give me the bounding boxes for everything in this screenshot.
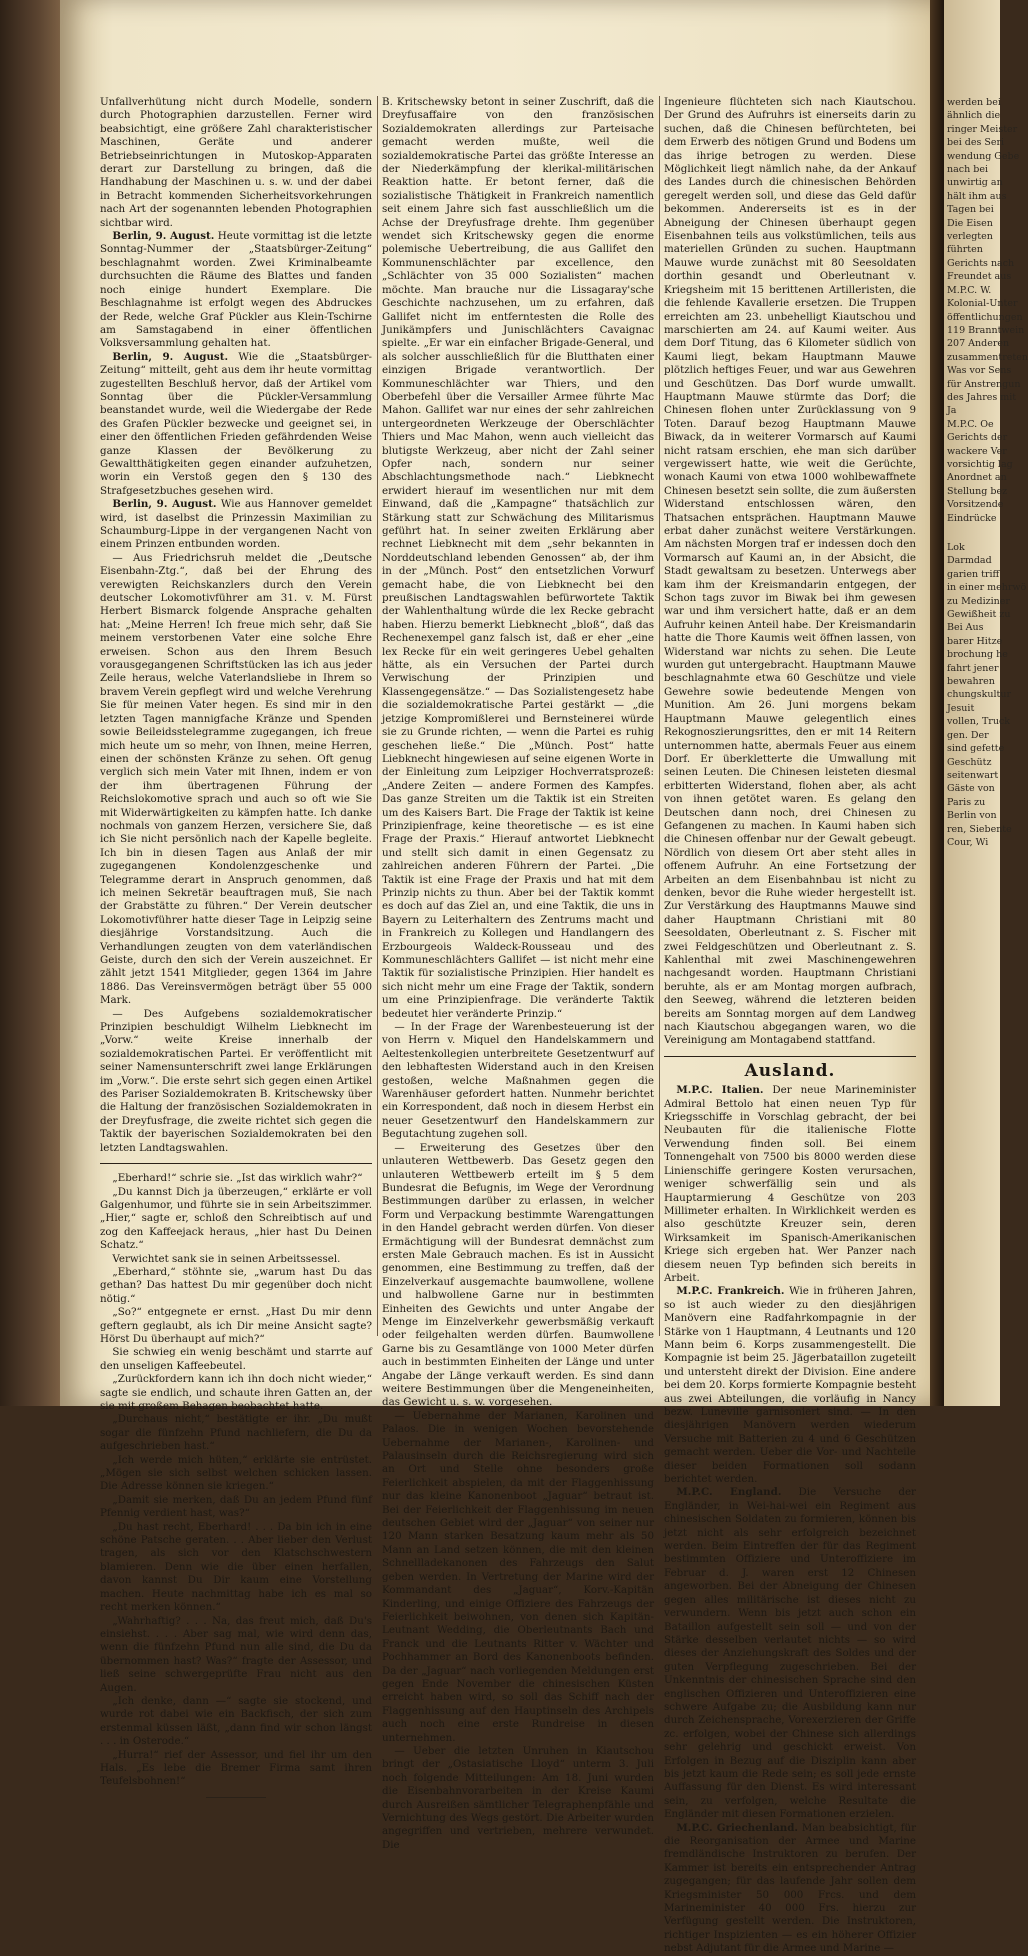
story-paragraph: „Damit sie merken, daß Du an jedem Pfund fünf Pfennig verdient hast, was?“ [100, 1493, 372, 1520]
adjacent-page-line: des Jahres mit [947, 391, 1017, 403]
adjacent-page-line: in einer mehrwö [947, 582, 1027, 594]
dateline: Berlin, 9. August. [112, 230, 215, 243]
adjacent-page-line: bewahren [947, 676, 995, 688]
news-item [100, 498, 372, 552]
dateline: M.P.C. England. [676, 1486, 782, 1499]
news-text: Die Versuche der Engländer, in Wei-hai-wei ein Regiment aus chinesischen Soldaten zu formieren, können bis jetzt nicht als sehr erfolgreich bezeichnet werden. Beim Eintreffen der für das Regiment bestimmten Offiziere und Unteroffiziere im Februar d. J. waren erst 12 Chinesen angeworben. Bei der Abneigung der Chinesen gegen alles militärische ist dieses nicht zu verwundern. Wenn bis jetzt auch schon ein Bataillon aufgestellt sein soll — und von der Stärke desselben verlautet nichts — so wird dieses der Anziehungskraft des Soldes und der guten Verpflegung zugeschrieben. Bei der Unkenntnis der chinesischen Sprache sind den englischen Offizieren und Unteroffizieren eine schwere Aufgabe zu; die Ausbildung kann nur durch Zeichensprache, Vorexerzieren der Griffe zc. erfolgen, wobei der Chinese sich allerdings sehr gelehrig und geschickt erweist. Von Erfolgen in Bezug auf die Disziplin kann aber bis jetzt kaum die Rede sein; es soll jede ernste Auffassung für den Dienst. Es wird interessant sein, zu verfolgen, welche Resultate die Engländer mit diesen Formationen erzielen. [664, 1486, 916, 1821]
adjacent-page-line: Die Eisen [947, 217, 993, 229]
adjacent-page-line: nach bei [947, 164, 988, 176]
adjacent-page-line: fahrt jener [947, 662, 999, 674]
story-paragraph: „Hurra!“ rief der Assessor, und fiel ihr um den Hals. „Es lebe die Bremer Firma samt ihren Teufelsbohnen!“ [100, 1748, 372, 1788]
dateline: M.P.C. Italien. [676, 1084, 764, 1097]
news-item: — Uebernahme der Marianen, Karolinen und Palaos. Die in wenigen Wochen bevorstehende Uebernahme der Marianen-, Karolinen- und Palausinseln durch die Reichsregierung wird sich an Ort und Stelle ohne besonders große Feierlichkeit abspielen, da mit der Flaggenhissung nur das kleine Kanonenboot „Jaguar“ betraut ist. Bei der Feierlichkeit der Flaggenhissung im neuen deutschen Gebiet wird der „Jaguar“ von seiner nur 120 Mann starken Besatzung kaum mehr als 50 Mann an Land setzen können, die mit den kleinen Schnellladekanonen des Fahrzeugs den Salut geben werden. In Vertretung der Marine wird der Kommandant des „Jaguar“, Korv.-Kapitän Kinderling, und einige Offiziere des Fahrzeugs der Feierlichkeit beiwohnen, von denen sich Kapitän-Leutnant Wedding, die Oberleutnants Bach und Franck und die Leutnants Ritter v. Wächter und Pochhammer an Bord des Kanonenboots befinden. Da der „Jaguar“ nach vorliegenden Meldungen erst gegen Ende November die chinesischen Küsten erreicht haben wird, so soll das Schiff nach der Flaggenhissung auf den Hauptinseln des Archipels auch noch eine erste Rundreise in diesen unternehmen. [382, 1409, 654, 1744]
adjacent-page-line: führten [947, 244, 983, 256]
paragraph: Ingenieure flüchteten sich nach Kiautschou. Der Grund des Aufruhrs ist einerseits darin zu suchen, daß die Chinesen befürchteten, bei dem Erwerb des nötigen Grund und Bodens um das ihrige betrogen zu werden. Diese Möglichkeit liegt nämlich nahe, da der Ankauf des Landes durch die chinesischen Behörden geregelt werden soll, und diese das Geld dafür bekommen. Andererseits ist es in der Abneigung der Chinesen überhaupt gegen Eisenbahnen teils aus volkstümlichen, teils aus materiellen Gründen zu suchen. Hauptmann Mauwe wurde zunächst mit 80 Seesoldaten dorthin gesandt und Oberleutnant v. Kriegsheim mit 15 berittenen Artilleristen, die die fehlende Kavallerie ersetzen. Die Truppen erreichten am 23. unbehelligt Kiautschou und marschierten am 24. auf Kaumi weiter. Aus dem Dorf Titung, das 6 Kilometer südlich von Kaumi liegt, bekam Hauptmann Mauwe plötzlich heftiges Feuer, und war aus Gewehren und Geschützen. Das Dorf wurde umwallt. Hauptmann Mauwe stürmte das Dorf; die Chinesen flohen unter Zurücklassung von 9 Toten. Darauf bezog Hauptmann Mauwe Biwack, da in weiterer Vormarsch auf Kaumi nicht ratsam erschien, ehe man sich darüber vergewissert hatte, wie weit die Gerüchte, wonach Kaumi von etwa 1000 wohlbewaffnete Chinesen besetzt sein sollte, die zum äußersten Widerstand entschlossen wären, den Thatsachen entsprächen. Hauptmann Mauwe erbat daher zunächst weitere Verstärkungen. Am nächsten Morgen traf er indessen doch den Vormarsch auf Kaumi an, in der Absicht, die Stadt gewaltsam zu besetzen. Unterwegs aber kam ihm der Kreismandarin entgegen, der Schon tags zuvor im Biwak bei ihm gewesen war und ihm versichert hatte, daß er an dem Aufruhr keinen Anteil habe. Der Kreismandarin hatte die Thore Kaumis weit öffnen lassen, von Widerstand war nichts zu sehen. Die Leute wurden gut untergebracht. Hauptmann Mauwe beschlagnahmte etwa 60 Geschütze und viele Gewehre sowie bedeutende Mengen von Munition. Am 26. Juni morgens bekam Hauptmann Mauwe gelegentlich eines Rekognoszierungsrittes, den er mit 14 Reitern unternommen hatte, abermals Feuer aus einem Dorf. Er überkletterte die Umwallung mit seinen Leuten. Die Chinesen leisteten diesmal erbitterten Widerstand, flohen aber, als acht von ihnen getötet waren. Es gelang den Deutschen dann noch, drei Chinesen zu Gefangenen zu machen. In Kaumi haben sich die Chinesen offenbar nur der Gewalt gebeugt. Nördlich von diesem Ort aber steht alles in offenem Aufruhr. An eine Fortsetzung der Arbeiten an dem Eisenbahnbau ist nicht zu denken, bevor die Ruhe wieder hergestellt ist. Zur Verstärkung des Hauptmanns Mauwe sind daher Hauptmann Christiani mit 80 Seesoldaten, Oberleutnant z. S. Fischer mit zwei Feldgeschützen und Oberleutnant z. S. Kahlenthal mit zwei Maschinengewehren nachgesandt worden. Hauptmann Christiani beruhte, als er am Montag morgen aufbrach, den Seeweg, während die letzteren beiden bereits am Sonntag morgen auf dem Landweg nach Kiautschou abgegangen waren, wo die Vereinigung am Montagabend stattfand. [664, 96, 916, 1047]
dateline: Berlin, 9. August. [112, 350, 229, 363]
adjacent-page-line: Ja [947, 405, 957, 417]
story-paragraph: „Du hast recht, Eberhard! . . . Da bin ich in eine schöne Patsche geraten. . . Aber lieber den Verlust tragen, als sich vor den Klatschschwestern blamieren. Denn wie die über einen herfallen, davon kannst Du Dir kaum eine Vorstellung machen. Heute nachmittag habe ich es mal so recht merken können.“ [100, 1520, 372, 1614]
adjacent-page-line: zu Mediziner [947, 595, 1010, 607]
story-paragraph: „Ich werde mich hüten,“ erklärte sie entrüstet. „Mögen sie sich selbst welchen schicken lassen. Die Adresse können sie kriegen.“ [100, 1453, 372, 1493]
adjacent-page-line: Was vor Sens [947, 365, 1012, 377]
adjacent-page-line: Gewißheit zu [947, 609, 1011, 621]
adjacent-page [944, 0, 1028, 1406]
adjacent-page-line: Eindrücke [947, 512, 997, 524]
news-item [664, 1084, 916, 1285]
adjacent-page-text-top [944, 0, 1028, 525]
adjacent-page-line: gen. Der [947, 729, 989, 741]
adjacent-page-line: bei des Seri [947, 137, 1005, 149]
story-paragraph: „Eberhard!“ schrie sie. „Ist das wirklich wahr?“ [112, 1172, 363, 1185]
news-text: Wie die „Staatsbürger-Zeitung“ mitteilt, geht aus dem ihr heute vormittag zugestellten Beschluß hervor, daß der Artikel vom Sonntag über die Pückler-Versammlung beanstandet wurde, weil die Wiedergabe der Rede des Grafen Pückler bezwecke und geeignet sei, in einer den öffentlichen Frieden gefährdenden Weise ganze Klassen der Bevölkerung zu Gewaltthätigkeiten gegen einander aufzuhetzen, worin ein Verstoß gegen den § 130 des Strafgesetzbuches gesehen wird. [100, 350, 372, 497]
column-3 [664, 96, 916, 1956]
adjacent-page-text-bottom [944, 525, 1027, 849]
news-text: Wie aus Hannover gemeldet wird, ist daselbst die Prinzessin Maximilian zu Schaumburg-Lippe in der vergangenen Nacht von einem Prinzen entbunden worden. [100, 498, 373, 551]
adjacent-page-line: ringer Meister [947, 123, 1018, 135]
adjacent-page-line: ren, Siebente [947, 823, 1012, 835]
news-item [664, 1285, 916, 1486]
adjacent-page-line: Stellung bez [947, 485, 1008, 497]
adjacent-page-line: verlegten [947, 231, 993, 243]
news-item: — Des Aufgebens sozialdemokratischer Prinzipien beschuldigt Wilhelm Liebknecht im „Vorw.“ weite Kreise innerhalb der sozialdemokratischen Partei. Er veröffentlicht mit seiner Namensunterschrift zwei lange Erklärungen im „Vorw.“. Die erste sehrt sich gegen einen Artikel des Pariser Sozialdemokraten B. Kritschewsky über die Haltung der französischen Sozialdemokraten in der Dreyfusfrage, die zweite richtet sich gegen die Taktik der bayerischen Sozialdemokraten bei den letzten Landtagswahlen. [100, 1007, 372, 1154]
adjacent-page-line: M.P.C. Oe [947, 418, 994, 430]
adjacent-page-line: wackere Ver [947, 445, 1007, 457]
adjacent-page-line: Darmdad [947, 555, 992, 567]
adjacent-page-line: barer Hitze [947, 635, 1003, 647]
adjacent-page-line: seitenwart [947, 769, 999, 781]
section-divider [664, 1056, 916, 1057]
adjacent-page-line: öffentlichungen [947, 311, 1023, 323]
adjacent-page-line: ähnlich die [947, 110, 1001, 122]
adjacent-page-line: sind gefette [947, 743, 1005, 755]
news-item [100, 230, 372, 351]
adjacent-page-line: wendung Gebe [947, 150, 1020, 162]
column-1 [100, 96, 372, 1806]
dateline: Berlin, 9. August. [112, 498, 217, 511]
adjacent-page-line: Paris zu [947, 796, 986, 808]
adjacent-page-line: Geschütz [947, 756, 992, 768]
news-text: Der neue Marineminister Admiral Bettolo hat einen neuen Typ für Kriegsschiffe in Vorschlag gebracht, der bei Neubauten für die italienische Flotte Verwendung finden soll. Bei einem Tonnengehalt von 7500 bis 8000 werden diese Linienschiffe geringere Kosten verursachen, weniger schwerfällig sein und als Hauptarmierung 4 Geschütze von 203 Millimeter erhalten. In Wirklichkeit werden es also geschützte Kreuzer sein, deren Wirksamkeit im Spanisch-Amerikanischen Kriege sich ergeben hat. Wer Panzer nach diesem neuen Typ befinden sich bereits in Arbeit. [664, 1084, 916, 1284]
adjacent-page-line: Cour, Wi [947, 836, 989, 848]
adjacent-page-line: M.P.C. W. [947, 284, 992, 296]
paragraph: B. Kritschewsky betont in seiner Zuschrift, daß die Dreyfusaffaire von den französischen Sozialdemokraten allerdings zur Parteisache gemacht werden mußte, weil die sozialdemokratische Partei das größte Interesse an der Niederkämpfung der klerikal-militärischen Reaktion hatte. Er betont ferner, daß die sozialistische Thätigkeit in Frankreich namentlich seit einem Jahre sich fast ausschließlich um die Achse der Dreyfusfrage drehte. Ihm gegenüber wendet sich Kritschewsky gegen die enorme polemische Uebertreibung, die aus Gallifet den Kommunenschlächter par excellence, den „Schlächter von 35 000 Sozialisten“ machen möchte. Man brauche nur die Lissagaray'sche Geschichte nachzusehen, um zu erfahren, daß Gallifet nicht im entferntesten die Rolle des Junikämpfers und Junischlächters Cavaignac spielte. „Er war ein einfacher Brigade-General, und als solcher ausschließlich für die Blutthaten einer einzigen Brigade verantwortlich. Der Kommuneschlächter war Thiers, und den Oberbefehl über die Versailler Armee führte Mac Mahon. Gallifet war nur eines der sehr zahlreichen untergeordneten Werkzeuge der Oberschlächter Thiers und Mac Mahon, wenn auch vielleicht das blutigste Werkzeug, aber nicht der Zahl seiner Opfer nach, sondern nur seiner Abschlachtungsmethode nach.“ Liebknecht erwidert hierauf im wesentlichen nur mit dem Einwand, daß die „Kampagne“ thatsächlich zur Stärkung statt zur Schwächung des Militarismus geführt hat. In seiner zweiten Erklärung aber rechnet Liebknecht mit dem „sehr bekannten in Norddeutschland lebenden Genossen“ ab, der ihm in der „Münch. Post“ den entsetzlichen Vorwurf gemacht habe, die von Liebknecht bei den preußischen Landtagswahlen befürwortete Taktik der Wahlenthaltung würde die lex Recke gebracht haben. Hierzu bemerkt Liebknecht „bloß“, daß das Rechenexempel ganz falsch ist, daß er eher „eine lex Recke für ein weit geringeres Uebel gehalten hätte, als ein Versuchen der Partei durch Verwischung der Prinzipien und Klassengegensätze.“ — Das Sozialistengesetz habe die sozialdemokratische Partei gestärkt — „die jetzige Kompromißlerei und Bernsteinerei würde sie zu Grunde richten, — wenn die Partei es ruhig geschehen ließe.“ Die „Münch. Post“ hatte Liebknecht hingewiesen auf seine eigenen Worte in der Einleitung zum Leipziger Hochverratsprozeß: „Andere Zeiten — andere Formen des Kampfes. Das ganze Streiten um die Taktik ist ein Streiten um des Kaisers Bart. Die Frage der Taktik ist keine Prinzipienfrage, keine theoretische — es ist eine Frage der Praxis.“ Hierauf antwortet Liebknecht und stellt sich damit in einen Gegensatz zu zahlreichen anderen Führern der Partei. „Die Taktik ist eine Frage der Praxis und hat mit dem Prinzip nichts zu thun. Aber bei der Taktik kommt es doch auf das Ziel an, und eine Taktik, die uns in Bayern zu Leiterhaltern des Zentrums macht und in Frankreich zu Kollegen und Handlangern des Erzbourgeois Waldeck-Rousseau und des Kommuneschlächters Gallifet — ist nicht mehr eine Taktik für sozialistische Prinzipien. Hier handelt es sich nicht mehr um eine Frage der Taktik, sondern um eine Prinzipienfrage. Die veränderte Taktik bedeutet hier veränderte Prinzip.“ [382, 96, 654, 1020]
news-text: Man beabsichtigt, für die Reorganisation der Armee und Marine fremdländische Instruktoren zu berufen. Der Kammer ist bereits ein entsprechender Antrag zugegangen; für das laufende Jahr sollen dem Kriegsminister 50 000 Frcs. und dem Marineminister 40 000 Frs. hierzu zur Verfügung gestellt werden. Die Instruktoren, richtiger Inspizienten — es ein höherer Offizier nebst Adjutant für die Armee und Marine — [664, 1821, 916, 1955]
news-item: — Aus Friedrichsruh meldet die „Deutsche Eisenbahn-Ztg.“, daß bei der Ehrung des verewigten Reichskanzlers durch den Verein deutscher Lokomotivführer am 31. v. M. Fürst Herbert Bismarck folgende Ansprache gehalten hat: „Meine Herren! Ich freue mich sehr, daß Sie meinem verstorbenen Vater eine solche Ehre erweisen. Schon aus den Ihrem Besuch vorausgegangenen Schriftstücken las ich aus jeder Zeile heraus, welche Vaterlandsliebe in Ihrem so bravem Verein gepflegt wird und welche Verehrung Sie für meinen Vater hegen. Es sind mir in den letzten Tagen mannigfache Kränze und Spenden sowie Beileidsstelegramme zugegangen, ich freue mich heute um so mehr, von Ihnen, meine Herren, einen der schönsten Kränze zu sehen. Oft genug verglich sich mein Vater mit Ihnen, indem er von der ihm übertragenen Führung der Reichslokomotive sprach und auch so oft wie Sie mit Widerwärtigkeiten zu kämpfen hatte. Ich danke nochmals von ganzem Herzen, versichere Sie, daß ich Sie nicht persönlich nach der Kapelle begleite. Ich bin in diesen Tagen aus Anlaß der mir zugegangenen Kondolenzgeschenke und Telegramme derart in Anspruch genommen, daß ich meinen Sekretär beauftragen muß, Sie nach der Grabstätte zu führen.“ Der Verein deutscher Lokomotivführer hatte dieser Tage in Leipzig seine diesjährige Vorstandsitzung. Auch die Verhandlungen zeugten von dem vaterländischen Geiste, durch den sich der Verein auszeichnet. Er zählt jetzt 1541 Mitglieder, gegen 1364 im Jahre 1886. Das Vereinsvermögen beträgt über 55 000 Mark. [100, 551, 372, 1007]
adjacent-page-line: werden bei [947, 97, 1001, 108]
adjacent-page-line: hält ihm aus [947, 190, 1007, 202]
story-paragraph: „Durchaus nicht,“ bestätigte er ihr. „Du mußt sogar die fünfzehn Pfund nachliefern, die Du da aufgeschrieben hast.“ [100, 1413, 372, 1453]
story-paragraph: „Wahrhaftig? . . . Na, das freut mich, daß Du's einsiehst. . . . Aber sag mal, wie wird denn das, wenn die fünfzehn Pfund nun alle sind, die Du da übernommen hast? Was?“ fragte der Assessor, und ließ seine schwergeprüfte Frau nicht aus den Augen. [100, 1614, 372, 1694]
news-item [100, 351, 372, 498]
dateline: M.P.C. Griechenland. [676, 1821, 799, 1834]
adjacent-page-line: unwirtig an [947, 177, 1003, 189]
story-paragraph: „So?“ entgegnete er ernst. „Hast Du mir denn geftern geglaubt, als ich Dir meine Ansicht sagte? Hörst Du überhaupt auf mich?“ [100, 1306, 372, 1345]
adjacent-page-line: 207 Anderen [947, 338, 1010, 350]
news-item: — In der Frage der Warenbesteuerung ist der von Herrn v. Miquel den Handelskammern und Aeltestenkollegien unterbreitete Gesetzentwurf auf den lebhaftesten Widerstand auch in den Kreisen gestoßen, welche Maßnahmen gegen die Warenhäuser gefordert hatten. Nunmehr berichtet ein Korrespondent, daß noch in diesem Herbst ein neuer Gesetzentwurf den Handelskammern zur Begutachtung zugehen soll. [382, 1021, 654, 1141]
adjacent-page-line: zusammentreten [947, 351, 1028, 363]
news-text: Wie in früheren Jahren, so ist auch wieder zu den diesjährigen Manövern eine Radfahrkompagnie in der Stärke von 1 Hauptmann, 4 Leutnants und 120 Mann beim 6. Korps zusammengestellt. Die Kompagnie ist beim 25. Jägerbataillon zugeteilt und untersteht direkt der Division. Eine andere bei dem 20. Korps formierte Kompagnie besteht aus zwei Abteilungen, die vorläufig in Nancy bezw. Luneville garnisoniert sind. — In den diesjährigen Manövern werden wiederum Versuche mit Batterien zu 4 und 6 Geschützen gemacht werden. Ueber die Vor- und Nachteile dieser beiden Formationen soll sodann berichtet werden. [664, 1285, 917, 1486]
news-item: — Ueber die letzten Unruhen in Kiautschou bringt der „Ostasiatische Lloyd“ unterm 3. Juli noch folgende Mitteilungen: Am 18. Juni wurden die Eisenbahnvorarbeiten in der Kreise Kaumi durch Ausreißen sämtlicher Telegraphenpfähle und Vernichtung des Wegs gestört. Die Arbeiter wurden angegriffen und vertrieben, mehrere verwundet. Die [382, 1744, 654, 1851]
adjacent-page-line: Kolonial-Unter [947, 298, 1018, 310]
dateline: M.P.C. Frankreich. [676, 1285, 785, 1298]
adjacent-page-line: Anordnet an [947, 472, 1007, 484]
adjacent-page-line: vollen, Truck [947, 716, 1011, 728]
story-paragraph: „Zurückfordern kann ich ihn doch nicht wieder,“ sagte sie endlich, und schaute ihren Gatten an, der sie mit großem Behagen beobachtet hatte. [100, 1373, 372, 1412]
book-gutter [930, 0, 944, 1406]
adjacent-page-line: Freundet aus [947, 271, 1012, 283]
adjacent-page-line: Gäste von [947, 783, 995, 795]
story-paragraph: Verwichtet sank sie in seinen Arbeitssessel. [112, 1252, 341, 1265]
adjacent-page-line: 119 Branntwein [947, 324, 1025, 336]
end-rule [206, 1797, 266, 1798]
adjacent-page-line: chungskultur [947, 689, 1012, 701]
section-divider [100, 1163, 372, 1164]
adjacent-page-line: garien triff [947, 568, 1000, 580]
news-text: Heute vormittag ist die letzte Sonntag-Nummer der „Staatsbürger-Zeitung“ beschlagnahmt worden. Zwei Kriminalbeamte durchsuchten die Räume des Blattes und fanden noch einige hundert Exemplare. Die Beschlagnahme ist erfolgt wegen des Abdruckes der Rede, welche Graf Pückler aus Klein-Tschirne am Samstagabend in einer öffentlichen Volksversammlung gehalten hat. [100, 230, 372, 350]
adjacent-page-line: für Anstrengun [947, 378, 1021, 390]
story-paragraph: „Eberhard,“ stöhnte sie, „warum hast Du das gethan? Das hattest Du mir gegenüber doch nicht nötig.“ [100, 1265, 372, 1305]
section-heading: Ausland. [744, 1060, 836, 1081]
story-paragraph: „Du kannst Dich ja überzeugen,“ erklärte er voll Galgenhumor, und führte sie in sein Arbeitszimmer. „Hier,“ sagte er, schloß den Schreibtisch auf und zog den Kaffeejack heraus, „hier hast Du Deinen Schatz.“ [100, 1185, 372, 1252]
adjacent-page-line: brochung he [947, 649, 1008, 661]
news-item: — Erweiterung des Gesetzes über den unlauteren Wettbewerb. Das Gesetz gegen den unlauteren Wettbewerb erteilt im § 5 dem Bundesrat die Befugnis, im Wege der Verordnung Bestimmungen darüber zu erlassen, in welcher Form und Verpackung bestimmte Warengattungen in den Handel gebracht werden dürfen. Von dieser Ermächtigung will der Bundesrat demnächst zum ersten Male Gebrauch machen. Es ist in Aussicht genommen, eine Bestimmung zu treffen, daß der Einzelverkauf ausgemachte baumwollene, wollene und halbwollene Garne nur in bestimmten Einheiten des Gewichts und unter Angabe der Menge im Einzelverkehr gewerbsmäßig verkauft oder feilgehalten werden dürfen. Baumwollene Garne bis zu Gesamtlänge von 1000 Meter dürfen auch in bestimmten Einheiten der Länge und unter Angabe der Länge verkauft werden. Es sind dann weitere Bestimmungen über die Mengeneinheiten, das Gewicht u. s. w. vorgesehen. [382, 1141, 654, 1409]
column-rule [377, 96, 378, 1336]
adjacent-page-line: Vorsitzende [947, 499, 1004, 511]
adjacent-page-line: Tagen bei [947, 204, 994, 216]
adjacent-page-line: Lok [947, 542, 965, 553]
column-2 [382, 96, 654, 1852]
adjacent-page-line: Gerichts nach [947, 257, 1015, 269]
news-item [664, 1486, 916, 1821]
adjacent-page-line: Bei Aus [947, 622, 984, 634]
news-item [664, 1822, 916, 1956]
column-rule [659, 96, 660, 1336]
adjacent-page-line: Berlin von [947, 810, 997, 822]
adjacent-page-line: Jesuit [947, 702, 975, 714]
story-paragraph: „Ich denke, dann —“ sagte sie stockend, und wurde rot dabei wie ein Backfisch, der sich zum erstenmal küssen läßt, „dann find wir schon längst . . . in Osterode.“ [100, 1694, 372, 1748]
adjacent-page-line: Gerichts der [947, 432, 1008, 444]
paragraph: Unfallverhütung nicht durch Modelle, sondern durch Photographien darzustellen. Ferner wird beabsichtigt, eine größere Zahl charakteristischer Maschinen, Geräte und anderer Betriebseinrichtungen in Mutoskop-Apparaten derart zur Darstellung zu bringen, daß die Handhabung der Maschinen u. s. w. und der dabei in Betracht kommenden Sicherheitsvorkehrungen nach Art der sogenannten lebenden Photographien sichtbar wird. [100, 96, 372, 229]
story-paragraph: Sie schwieg ein wenig beschämt und starrte auf den unseligen Kaffeebeutel. [100, 1346, 372, 1372]
adjacent-page-line: vorsichtig lag [947, 458, 1013, 470]
